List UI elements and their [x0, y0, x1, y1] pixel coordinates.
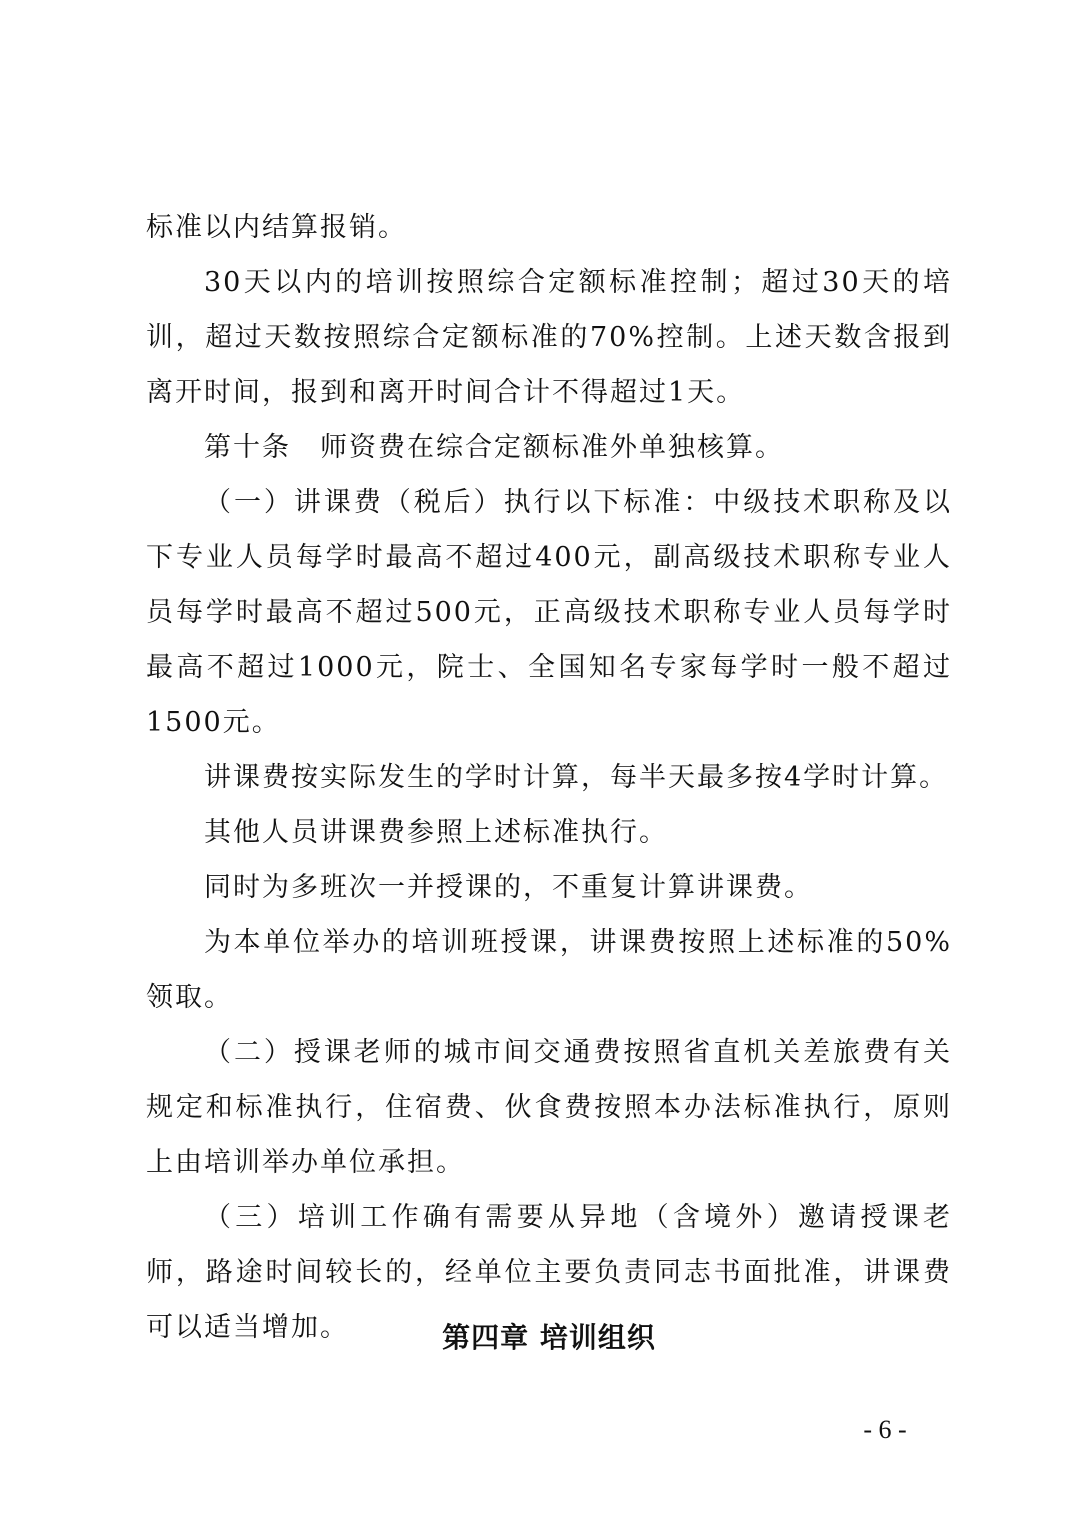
chapter-title: 第四章 培训组织	[442, 1321, 656, 1354]
paragraph-3: 第十条 师资费在综合定额标准外单独核算。	[204, 432, 784, 463]
paragraph-7: 同时为多班次一并授课的，不重复计算讲课费。	[204, 872, 813, 903]
paragraph-5: 讲课费按实际发生的学时计算，每半天最多按4学时计算。	[204, 762, 949, 793]
paragraph-2: 30天以内的培训按照综合定额标准控制；超过30天的培训，超过天数按照综合定额标准的70%控制。上述天数含报到离开时间，报到和离开时间合计不得超过1天。	[146, 267, 952, 408]
paragraph-1: 标准以内结算报销。	[146, 212, 407, 243]
paragraph-8: 为本单位举办的培训班授课，讲课费按照上述标准的50%领取。	[146, 927, 952, 1013]
paragraph-4: （一）讲课费（税后）执行以下标准：中级技术职称及以下专业人员每学时最高不超过400元，副高级技术职称专业人员每学时最高不超过500元，正高级技术职称专业人员每学时最高不超过1000元，院士、全国知名专家每学时一般不超过1500元。	[146, 487, 952, 738]
document-body	[146, 200, 952, 1355]
paragraph-10: （三）培训工作确有需要从异地（含境外）邀请授课老师，路途时间较长的，经单位主要负责同志书面批准，讲课费可以适当增加。	[146, 1202, 952, 1343]
paragraph-6: 其他人员讲课费参照上述标准执行。	[204, 817, 668, 848]
paragraph-9: （二）授课老师的城市间交通费按照省直机关差旅费有关规定和标准执行，住宿费、伙食费按照本办法标准执行，原则上由培训举办单位承担。	[146, 1037, 952, 1178]
page-number: - 6 -	[863, 1415, 907, 1444]
